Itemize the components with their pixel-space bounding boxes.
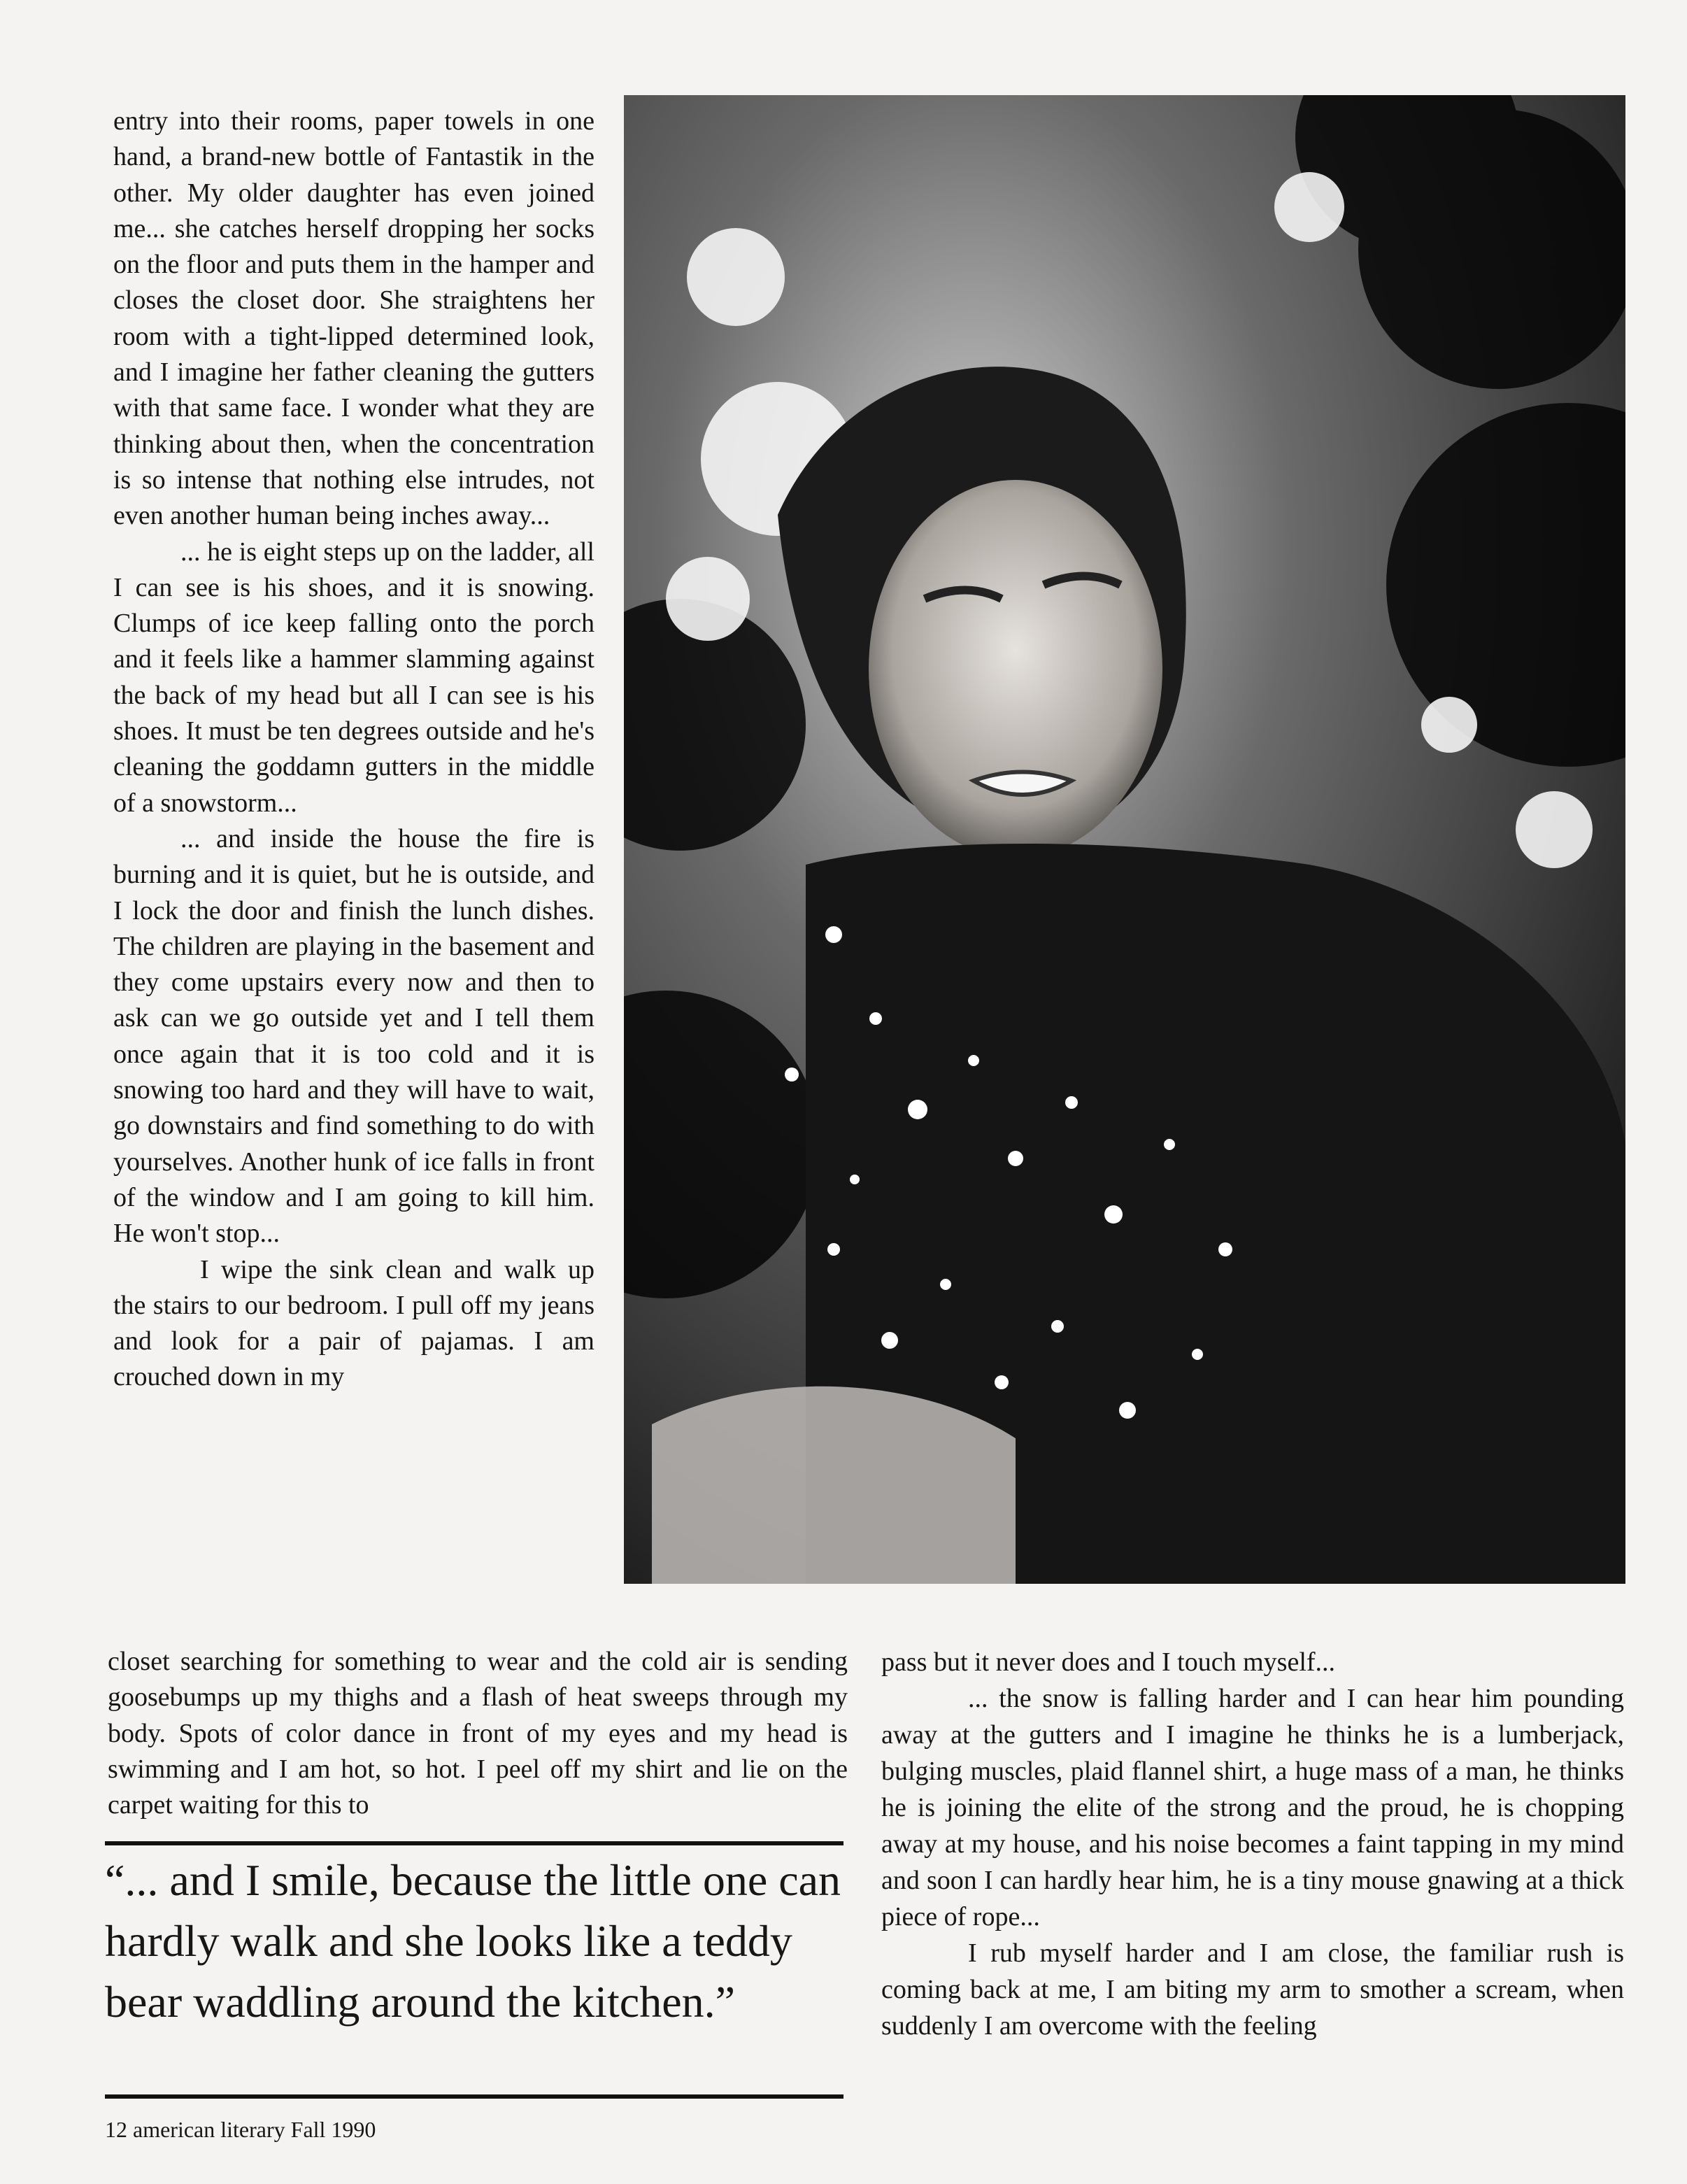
paragraph: closet searching for something to wear and the cold air is sending goosebumps up my thighs and a flash of heat sweeps through my body. Spots of color dance in front of my eyes and my head is swimming and I am hot, so hot. I peel off my shirt and lie on the carpet waiting for this to: [108, 1647, 848, 1820]
pull-quote: “... and I smile, because the little one can hardly walk and she looks like a teddy bear waddling around the kitchen.”: [105, 1855, 841, 2027]
photo-illustration: [624, 95, 1625, 1584]
page-footer: 12 american literary Fall 1990: [105, 2117, 376, 2142]
paragraph: ... the snow is falling harder and I can hear him pounding away at the gutters and I imagine he thinks he is a lumberjack, bulging muscles, plaid flannel shirt, a huge mass of a man, he thinks he is joining the elite of the strong and the proud, he is chopping away at my house, and his noise becomes a faint tapping in my mind and soon I can hardly hear him, he is a tiny mouse gnawing at a thick piece of rope...: [881, 1684, 1624, 1931]
pull-quote-rule-top: [105, 1841, 843, 1845]
paragraph: ... he is eight steps up on the ladder, all I can see is his shoes, and it is snowing. Clumps of ice keep falling onto the porch and it feels like a hammer slamming against the back of my head but all I can see is his shoes. It must be ten degrees outside and he's cleaning the goddamn gutters in the middle of a snowstorm...: [113, 537, 595, 818]
water-splash-photo: [624, 95, 1625, 1584]
left-text-column: [113, 104, 595, 1396]
right-text-column: [881, 1644, 1624, 2044]
bottom-left-text: [108, 1644, 848, 1823]
paragraph: I wipe the sink clean and walk up the stairs to our bedroom. I pull off my jeans and look for a pair of pajamas. I am crouched down in my: [113, 1254, 595, 1392]
paragraph: I rub myself harder and I am close, the familiar rush is coming back at me, I am biting my arm to smother a scream, when suddenly I am overcome with the feeling: [881, 1938, 1624, 2041]
paragraph: ... and inside the house the fire is burning and it is quiet, but he is outside, and I lock the door and finish the lunch dishes. The children are playing in the basement and they come upstairs every now and then to ask can we go outside yet and I tell them once again that it is too cold and it is snowing too hard and they will have to wait, go downstairs and find something to do with yourselves. Another hunk of ice falls in front of the window and I am going to kill him. He won't stop...: [113, 823, 595, 1249]
pull-quote-rule-bottom: [105, 2094, 843, 2099]
paragraph: pass but it never does and I touch myself...: [881, 1647, 1336, 1677]
paragraph: entry into their rooms, paper towels in one hand, a brand-new bottle of Fantastik in the other. My older daughter has even joined me... she catches herself dropping her socks on the floor and puts them in the hamper and closes the closet door. She straightens her room with a tight-lipped determined look, and I imagine her father cleaning the gutters with that same face. I wonder what they are thinking about then, when the concentration is so intense that nothing else intrudes, not even another human being inches away...: [113, 106, 595, 531]
